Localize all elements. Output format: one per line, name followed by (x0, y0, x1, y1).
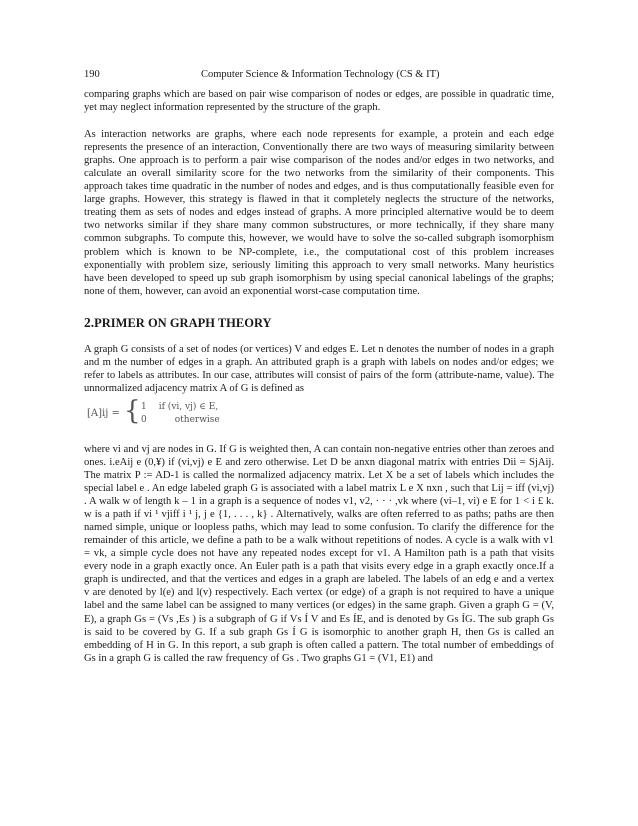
adjacency-matrix-formula (84, 395, 554, 435)
formula-row-1 (141, 401, 218, 414)
formula-lhs: [A]ij = (87, 407, 120, 419)
section-title: PRIMER ON GRAPH THEORY (94, 315, 272, 330)
paragraph-intro-continued: comparing graphs which are based on pair wise comparison of nodes or edges, are possible in quadratic time, yet may neglect information represented by the structure of the graph. (84, 89, 554, 114)
formula-row-2 (141, 414, 220, 427)
running-title: Computer Science & Information Technology (CS & IT) (201, 69, 440, 80)
page-number: 190 (84, 69, 100, 80)
section-heading (84, 315, 554, 331)
formula-row-1-value: 1 (141, 401, 147, 412)
paragraph-interaction-networks: As interaction networks are graphs, where each node represents for example, a protein and each edge represents the presence of an interaction, Conventionally there are two ways of measuring similarity between graphs. One approach is to perform a pair wise comparison of the nodes and/or edges in two networks, and calculate an overall similarity score for the two networks from the similarity of their components. This approach takes time quadratic in the number of nodes and edges, and is thus computationally feasible even for large graphs. However, this strategy is flawed in that it completely neglects the structure of the networks, treating them as sets of nodes and edges instead of graphs. A more principled alternative would be to deem two networks similar if they share many common substructures, or more technically, if they share many common subgraphs. To compute this, however, we would have to solve the so-called subgraph isomorphism problem which is known to be NP-complete, i.e., the computational cost of this problem increases exponentially with problem size, seriously limiting this approach to very small networks. Many heuristics have been developed to speed up sub graph isomorphism by using special canonical labelings of the graphs; none of them, however, can avoid an exponential worst-case computation time. (84, 129, 554, 297)
paragraph-graph-definition: A graph G consists of a set of nodes (or vertices) V and edges E. Let n denotes the number of nodes in a graph and m the number of edges in a graph. An attributed graph is a graph with labels on nodes and/or edges; we refer to labels as attributes. In our case, attributes will consist of pairs of the form (attribute-name, value). The unnormalized adjacency matrix A of G is defined as (84, 343, 554, 394)
formula-row-2-value: 0 (141, 414, 147, 425)
formula-row-1-condition: if (vi, vj) ∈ E, (158, 401, 219, 412)
formula-brace: { (124, 395, 141, 426)
formula-row-2-condition: otherwise (174, 414, 220, 425)
body-text (84, 88, 554, 665)
paragraph-definitions: where vi and vj are nodes in G. If G is weighted then, A can contain non-negative entries other than zeroes and ones. i.eAij e (0,¥) if (vi,vj) e E and zero otherwise. Let D be anxn diagonal matrix with entries Dii = SjAij. The matrix P := AD-1 is called the normalized adjacency matrix. Let X be a set of labels which includes the special label e . An edge labeled graph G is associated with a label matrix L e X nxn , such that Lij = iff (vi,vj) . A walk w of length k – 1 in a graph is a sequence of nodes v1, v2, · · · ,vk where (vi–1, vi) e E for 1 < i £ k. w is a path if vi ¹ vjiff i ¹ j, j e {1, . . . , k} . Alternatively, walks are often referred to as paths; paths are then named simple, unique or loopless paths, which may lead to some confusion. To clarify the difference for the remainder of this article, we define a path to be a walk without repetitions of nodes. A cycle is a walk with v1 = vk, a simple cycle does not have any repeated nodes except for v1. A Hamilton path is a path that visits every node in a graph exactly once. An Euler path is a path that visits every edge in a graph exactly once.If a graph is undirected, and that the vertices and edges in a graph are labeled. The labels of an edg e and a vertex v are denoted by l(e) and l(v) respectively. Each vertex (or edge) of a graph is not required to have a unique label and the same label can be assigned to many vertices (or edges) in the same graph. Given a graph G = (V, E), a graph Gs = (Vs ,Es ) is a subgraph of G if Vs Í V and Es ÍE, and is denoted by Gs ÍG. The sub graph Gs is said to be covered by G. If a sub graph Gs Í G is isomorphic to another graph H, then Gs is called an embedding of H in G. In this report, a sub graph is often called a pattern. The total number of embeddings of Gs in a graph G is called the raw frequency of Gs . Two graphs G1 = (V1, E1) and (84, 443, 554, 664)
section-number: 2. (84, 314, 95, 330)
